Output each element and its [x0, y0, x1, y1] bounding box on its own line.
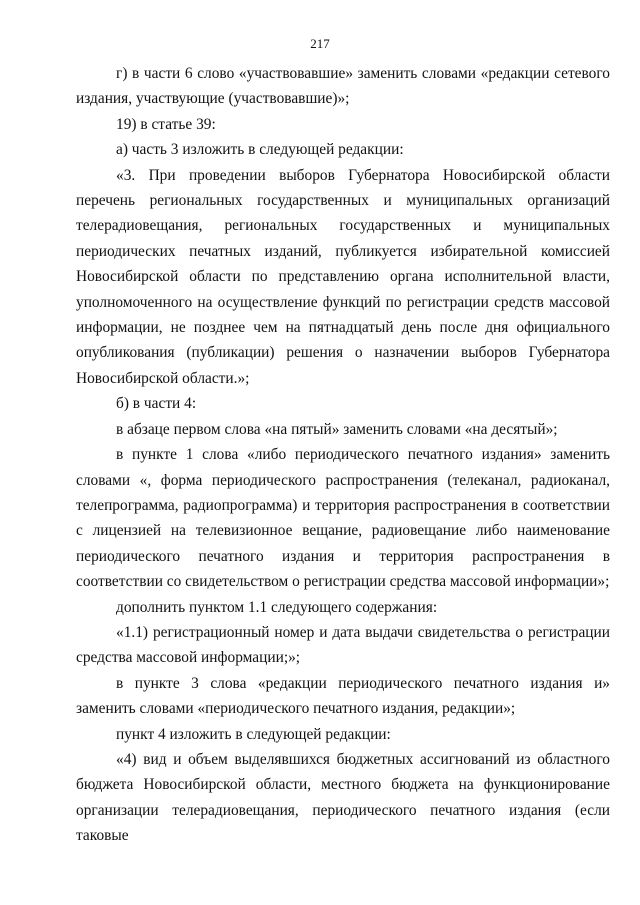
- paragraph-g-part-6: г) в части 6 слово «участвовавшие» заменить словами «редакции сетевого издания, участвующие (участвовавшие)»;: [76, 65, 610, 108]
- paragraph-article-39: 19) в статье 39:: [116, 115, 216, 133]
- paragraph-a-part-3: а) часть 3 изложить в следующей редакции:: [116, 141, 404, 159]
- paragraph-quoted-part-3: «3. При проведении выборов Губернатора Новосибирской области перечень региональных государственных и муниципальных организаций телерадиовещания, региональных государственных и муниципальных периодических печатных изданий, публикуется избирательной комиссией Новосибирской области по представлению органа исполнительной власти, уполномоченного на осуществление функций по регистрации средств массовой информации, не позднее чем на пятнадцатый день после дня официального опубликования (публикации) решения о назначении выборов Губернатора Новосибирской области.»;: [76, 166, 610, 387]
- document-body: [76, 61, 610, 849]
- paragraph-item-3: в пункте 3 слова «редакции периодического печатного издания и» заменить словами «периодического печатного издания, редакции»;: [76, 674, 610, 718]
- paragraph-quoted-item-4: «4) вид и объем выделявшихся бюджетных ассигнований из областного бюджета Новосибирской области, местного бюджета на функционирование организации телерадиовещания, периодического печатного издания (если таковые: [76, 750, 610, 845]
- paragraph-item-1: в пункте 1 слова «либо периодического печатного издания» заменить словами «, форма периодического распространения (телеканал, радиоканал, телепрограмма, радиопрограмма) и территория распространения в соответствии с лицензией на телевизионное вещание, радиовещание либо наименование периодического печатного издания и территория распространения в соответствии со свидетельством о регистрации средства массовой информации»;: [76, 446, 610, 591]
- page-number: 217: [310, 36, 330, 51]
- paragraph-b-part-4: б) в части 4:: [116, 395, 197, 413]
- paragraph-quoted-item-1-1: «1.1) регистрационный номер и дата выдачи свидетельства о регистрации средства массовой информации;»;: [76, 623, 610, 667]
- paragraph-first-subparagraph: в абзаце первом слова «на пятый» заменить словами «на десятый»;: [116, 420, 558, 438]
- paragraph-add-item-1-1: дополнить пунктом 1.1 следующего содержания:: [116, 598, 438, 616]
- paragraph-item-4-intro: пункт 4 изложить в следующей редакции:: [116, 725, 391, 743]
